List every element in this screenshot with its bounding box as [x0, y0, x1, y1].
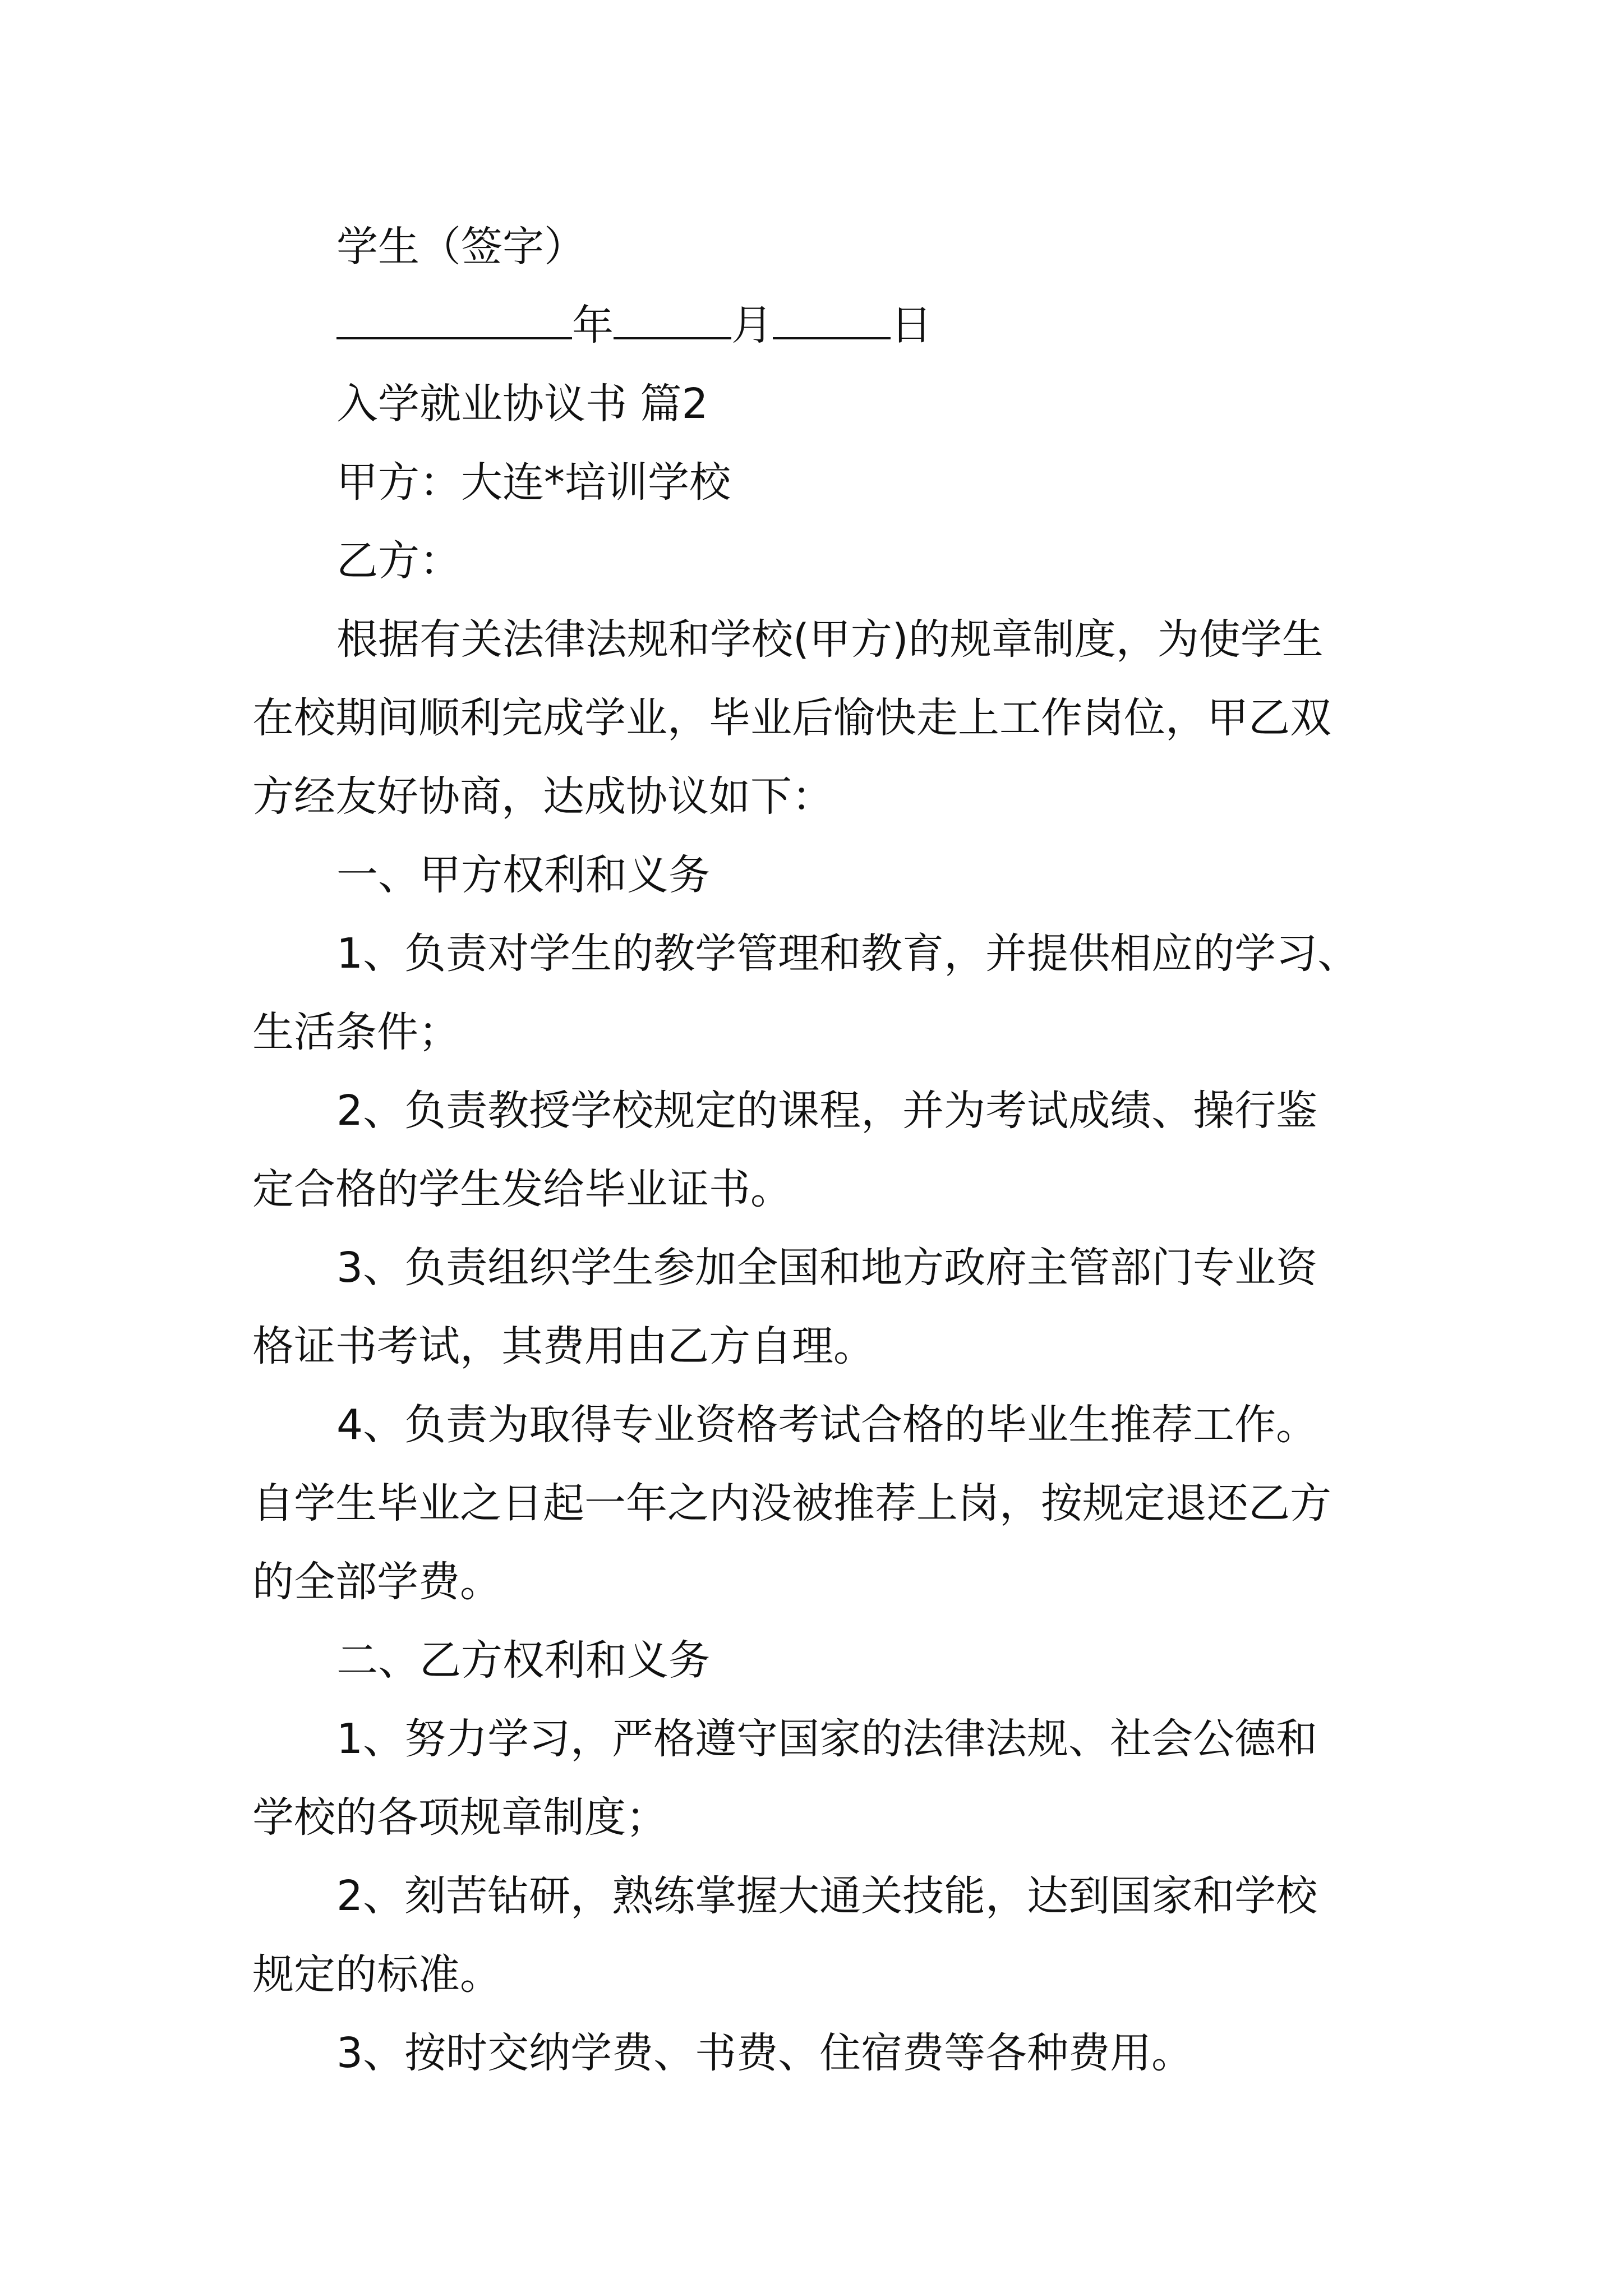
a-item-3-line: 3、负责组织学生参加全国和地方政府主管部门专业资	[336, 1244, 1318, 1292]
intro-line: 在校期间顺利完成学业，毕业后愉快走上工作岗位，甲乙双	[252, 694, 1331, 742]
a-item-4-line: 4、负责为取得专业资格考试合格的毕业生推荐工作。	[336, 1401, 1318, 1449]
a-item-4-line: 的全部学费。	[252, 1558, 501, 1606]
month-label: 月	[731, 301, 773, 349]
signature-label: 学生（签字）	[336, 223, 585, 271]
a-item-2-line: 2、负责教授学校规定的课程，并为考试成绩、操行鉴	[336, 1087, 1318, 1135]
b-item-2-line: 规定的标准。	[252, 1950, 501, 1999]
year-blank	[336, 292, 572, 339]
day-blank	[773, 292, 891, 339]
a-item-1-line: 生活条件；	[252, 1008, 460, 1056]
month-blank	[614, 292, 731, 339]
party-b: 乙方：	[336, 537, 461, 585]
heading-party-a-rights: 一、甲方权利和义务	[336, 851, 710, 899]
date-line	[336, 286, 932, 365]
b-item-3-line: 3、按时交纳学费、书费、住宿费等各种费用。	[336, 2029, 1193, 2077]
heading-party-b-rights: 二、乙方权利和义务	[336, 1636, 710, 1685]
a-item-1-line: 1、负责对学生的教学管理和教育，并提供相应的学习、	[336, 930, 1359, 978]
party-a: 甲方：大连*培训学校	[336, 458, 731, 507]
a-item-2-line: 定合格的学生发给毕业证书。	[252, 1165, 792, 1213]
a-item-4-line: 自学生毕业之日起一年之内没被推荐上岗，按规定退还乙方	[252, 1479, 1331, 1527]
year-label: 年	[572, 301, 614, 349]
b-item-1-line: 学校的各项规章制度；	[252, 1793, 667, 1842]
day-label: 日	[891, 301, 932, 349]
intro-line: 方经友好协商，达成协议如下：	[252, 772, 833, 821]
a-item-3-line: 格证书考试，其费用由乙方自理。	[252, 1322, 875, 1370]
intro-line: 根据有关法律法规和学校(甲方)的规章制度，为使学生	[336, 615, 1324, 664]
b-item-1-line: 1、努力学习，严格遵守国家的法律法规、社会公德和	[336, 1715, 1318, 1763]
b-item-2-line: 2、刻苦钻研，熟练掌握大通关技能，达到国家和学校	[336, 1872, 1318, 1920]
section-title: 入学就业协议书 篇2	[336, 380, 708, 428]
